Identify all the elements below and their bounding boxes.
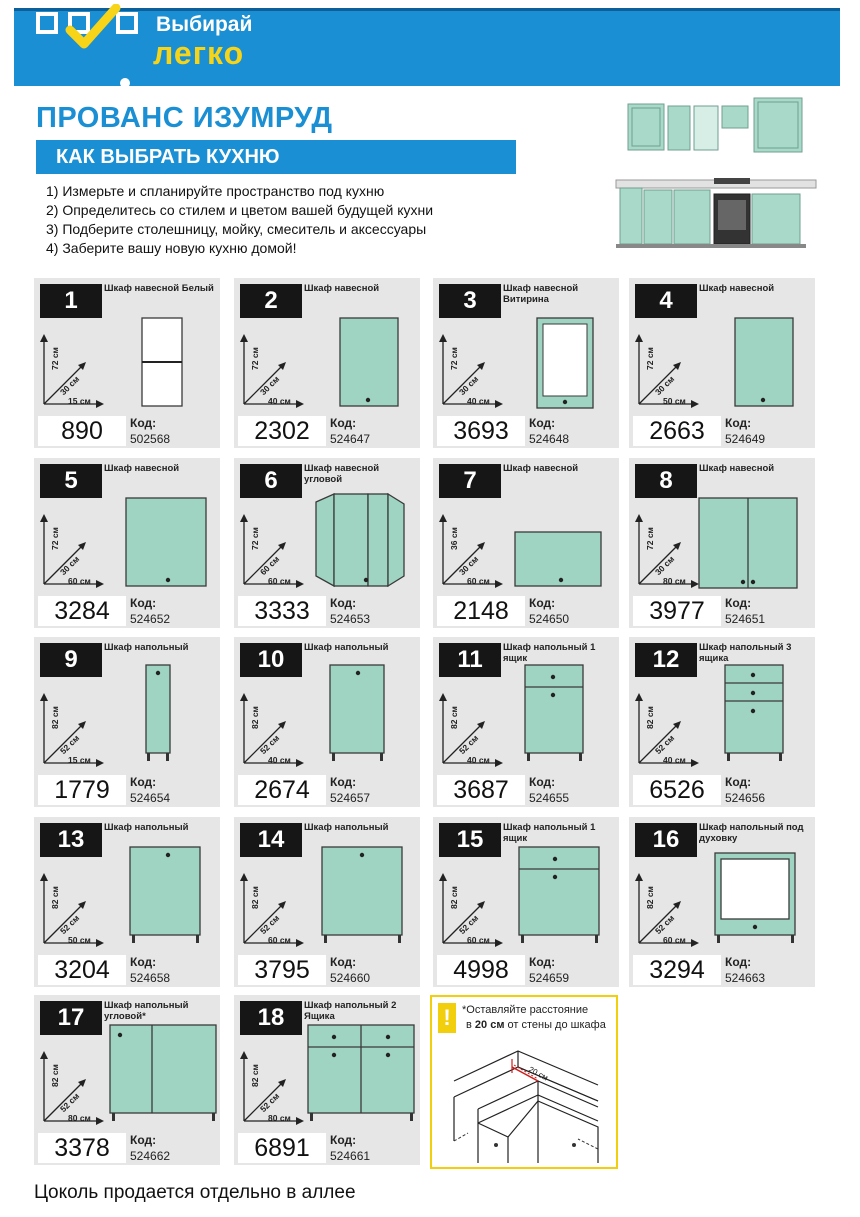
cabinet-card (433, 637, 619, 807)
cabinet-drawing (234, 817, 420, 957)
cabinet-code: 524654 (130, 791, 171, 805)
warning-icon: ! (438, 1003, 456, 1033)
page-subtitle: КАК ВЫБРАТЬ КУХНЮ (56, 146, 280, 168)
cabinet-number: 18 (240, 1001, 302, 1035)
width-label: 40 см (268, 396, 291, 406)
cabinet-drawing (234, 458, 420, 598)
cabinet-number: 4 (635, 284, 697, 318)
cabinet-number: 17 (40, 1001, 102, 1035)
height-label: 82 см (250, 1064, 260, 1087)
width-label: 15 см (68, 396, 91, 406)
cabinet-number: 11 (439, 643, 501, 677)
code-label: Код: (725, 955, 752, 969)
depth-label: 52 см (258, 732, 282, 757)
depth-label: 52 см (58, 1090, 82, 1115)
page-title: ПРОВАНС ИЗУМРУД (36, 102, 333, 134)
notice-text-line1: *Оставляйте расстояние (462, 1004, 589, 1016)
cabinet-price: 3333 (238, 596, 326, 626)
depth-label: 30 см (457, 553, 481, 578)
banner-top-line (14, 8, 840, 11)
height-label: 82 см (645, 706, 655, 729)
cabinet-card (34, 995, 220, 1165)
cabinet-code: 524661 (330, 1149, 371, 1163)
cabinet-code: 524652 (130, 612, 171, 626)
height-label: 82 см (50, 1064, 60, 1087)
cabinet-price: 3294 (633, 955, 721, 985)
width-label: 60 см (467, 935, 490, 945)
cabinet-number: 5 (40, 464, 102, 498)
code-label: Код: (529, 596, 556, 610)
footer-note: Цоколь продается отдельно в аллее (34, 1182, 356, 1203)
cabinet-number: 6 (240, 464, 302, 498)
width-label: 80 см (68, 1113, 91, 1123)
cabinet-price: 3795 (238, 955, 326, 985)
depth-label: 52 см (258, 1090, 282, 1115)
cabinet-drawing (234, 278, 420, 418)
height-label: 82 см (449, 886, 459, 909)
cabinet-code: 502568 (130, 432, 171, 446)
depth-label: 52 см (58, 732, 82, 757)
cabinet-number: 7 (439, 464, 501, 498)
width-label: 40 см (268, 755, 291, 765)
depth-label: 30 см (653, 553, 677, 578)
height-label: 82 см (250, 886, 260, 909)
cabinet-card (433, 278, 619, 448)
cabinet-drawing (433, 817, 619, 957)
cabinet-price: 3693 (437, 416, 525, 446)
cabinet-card (433, 458, 619, 628)
step-item: 1) Измерьте и спланируйте пространство под кухню (46, 183, 385, 199)
cabinet-name: Шкаф навесной (699, 283, 775, 294)
cabinet-card (629, 637, 815, 807)
width-label: 40 см (663, 755, 686, 765)
cabinet-code: 524658 (130, 971, 171, 985)
cabinet-price: 3284 (38, 596, 126, 626)
code-label: Код: (725, 775, 752, 789)
notice-dimension-label: 20 см (527, 1064, 550, 1083)
code-label: Код: (130, 1133, 157, 1147)
cabinet-card (433, 817, 619, 987)
cabinet-card (629, 458, 815, 628)
kitchen-illustration (614, 94, 828, 264)
height-label: 36 см (449, 527, 459, 550)
cabinet-number: 14 (240, 823, 302, 857)
code-label: Код: (330, 596, 357, 610)
cabinet-name: Шкаф напольный (104, 642, 189, 653)
width-label: 80 см (268, 1113, 291, 1123)
code-label: Код: (130, 775, 157, 789)
depth-label: 52 см (653, 732, 677, 757)
code-label: Код: (330, 955, 357, 969)
width-label: 60 см (68, 576, 91, 586)
width-label: 15 см (68, 755, 91, 765)
cabinet-code: 524656 (725, 791, 766, 805)
cabinet-code: 524655 (529, 791, 570, 805)
cabinet-name: Шкаф навесной (699, 463, 775, 474)
cabinet-drawing (629, 278, 815, 418)
depth-label: 30 см (653, 373, 677, 398)
cabinet-card (34, 458, 220, 628)
cabinet-number: 10 (240, 643, 302, 677)
cabinet-code: 524651 (725, 612, 766, 626)
cabinet-card (234, 817, 420, 987)
code-label: Код: (529, 775, 556, 789)
cabinet-price: 2148 (437, 596, 525, 626)
cabinet-code: 524647 (330, 432, 371, 446)
height-label: 82 см (50, 706, 60, 729)
cabinet-drawing (433, 637, 619, 777)
depth-label: 52 см (457, 732, 481, 757)
width-label: 60 см (268, 576, 291, 586)
cabinet-drawing (34, 995, 220, 1135)
cabinet-name: Шкаф напольный (304, 822, 389, 833)
code-label: Код: (330, 775, 357, 789)
depth-label: 52 см (457, 912, 481, 937)
step-item: 3) Подберите столешницу, мойку, смеситель и аксессуары (46, 221, 427, 237)
depth-label: 52 см (58, 912, 82, 937)
cabinet-number: 16 (635, 823, 697, 857)
width-label: 60 см (268, 935, 291, 945)
logo-text-line1: Выбирай (156, 13, 253, 36)
width-label: 60 см (663, 935, 686, 945)
cabinet-card (629, 817, 815, 987)
cabinet-drawing (34, 278, 220, 418)
width-label: 50 см (663, 396, 686, 406)
width-label: 80 см (663, 576, 686, 586)
logo-square-icon (36, 12, 58, 34)
step-item: 2) Определитесь со стилем и цветом вашей будущей кухни (46, 202, 434, 218)
step-item: 4) Заберите вашу новую кухню домой! (46, 240, 297, 256)
height-label: 72 см (645, 527, 655, 550)
steps-list (46, 182, 433, 258)
notice-text-line2: в 20 см от стены до шкафа (466, 1019, 606, 1031)
logo-dot (120, 78, 130, 88)
notice-box (430, 995, 618, 1169)
logo-text-line2: легко (153, 35, 245, 71)
depth-label: 30 см (457, 373, 481, 398)
cabinet-price: 3687 (437, 775, 525, 805)
code-label: Код: (725, 596, 752, 610)
cabinet-number: 15 (439, 823, 501, 857)
cabinet-price: 3204 (38, 955, 126, 985)
cabinet-number: 12 (635, 643, 697, 677)
cabinet-card (34, 817, 220, 987)
cabinet-code: 524659 (529, 971, 570, 985)
cabinet-number: 1 (40, 284, 102, 318)
cabinet-name: Шкаф навесной угловой (304, 463, 380, 485)
code-label: Код: (130, 416, 157, 430)
cabinet-price: 6526 (633, 775, 721, 805)
height-label: 72 см (449, 347, 459, 370)
height-label: 72 см (50, 527, 60, 550)
cabinet-drawing (234, 995, 420, 1135)
height-label: 72 см (250, 527, 260, 550)
logo-checkmark-icon (62, 4, 122, 54)
cabinet-drawing (629, 817, 815, 957)
cabinet-name: Шкаф навесной (503, 463, 579, 474)
cabinet-number: 2 (240, 284, 302, 318)
cabinet-name: Шкаф напольный (104, 822, 189, 833)
cabinet-price: 3378 (38, 1133, 126, 1163)
corner-spacing-diagram (448, 1041, 604, 1165)
height-label: 82 см (645, 886, 655, 909)
cabinet-drawing (629, 458, 815, 598)
cabinet-name: Шкаф напольный 1 ящик (503, 822, 596, 844)
depth-label: 60 см (258, 553, 282, 578)
cabinet-price: 4998 (437, 955, 525, 985)
height-label: 72 см (645, 347, 655, 370)
cabinet-card (34, 637, 220, 807)
cabinet-card (234, 637, 420, 807)
cabinet-name: Шкаф напольный 2 Ящика (304, 1000, 397, 1022)
height-label: 82 см (449, 706, 459, 729)
width-label: 60 см (467, 576, 490, 586)
cabinet-drawing (629, 637, 815, 777)
code-label: Код: (330, 416, 357, 430)
cabinet-drawing (234, 637, 420, 777)
cabinet-code: 524649 (725, 432, 766, 446)
cabinet-drawing (433, 458, 619, 598)
cabinet-price: 890 (38, 416, 126, 446)
cabinet-card (34, 278, 220, 448)
depth-label: 30 см (58, 553, 82, 578)
code-label: Код: (330, 1133, 357, 1147)
cabinet-code: 524653 (330, 612, 371, 626)
depth-label: 52 см (258, 912, 282, 937)
code-label: Код: (130, 955, 157, 969)
cabinet-price: 1779 (38, 775, 126, 805)
cabinet-price: 6891 (238, 1133, 326, 1163)
cabinet-drawing (433, 278, 619, 418)
cabinet-price: 2663 (633, 416, 721, 446)
width-label: 40 см (467, 755, 490, 765)
cabinet-name: Шкаф навесной (104, 463, 180, 474)
cabinet-number: 8 (635, 464, 697, 498)
cabinet-number: 13 (40, 823, 102, 857)
cabinet-name: Шкаф напольный угловой* (104, 1000, 189, 1022)
cabinet-card (234, 458, 420, 628)
depth-label: 30 см (58, 373, 82, 398)
cabinet-name: Шкаф напольный 1 ящик (503, 642, 596, 664)
cabinet-name: Шкаф навесной Витирина (503, 283, 579, 305)
cabinet-code: 524663 (725, 971, 766, 985)
cabinet-price: 2674 (238, 775, 326, 805)
height-label: 72 см (50, 347, 60, 370)
cabinet-price: 2302 (238, 416, 326, 446)
cabinet-drawing (34, 458, 220, 598)
cabinet-name: Шкаф напольный (304, 642, 389, 653)
code-label: Код: (529, 416, 556, 430)
code-label: Код: (725, 416, 752, 430)
height-label: 82 см (50, 886, 60, 909)
cabinet-code: 524657 (330, 791, 371, 805)
cabinet-code: 524650 (529, 612, 570, 626)
cabinet-number: 9 (40, 643, 102, 677)
cabinet-code: 524660 (330, 971, 371, 985)
cabinet-drawing (34, 637, 220, 777)
cabinet-card (629, 278, 815, 448)
depth-label: 52 см (653, 912, 677, 937)
cabinet-name: Шкаф напольный под духовку (699, 822, 804, 844)
height-label: 82 см (250, 706, 260, 729)
cabinet-name: Шкаф навесной Белый (104, 283, 214, 294)
cabinet-card (234, 995, 420, 1165)
cabinet-code: 524648 (529, 432, 570, 446)
cabinet-name: Шкаф навесной (304, 283, 380, 294)
code-label: Код: (529, 955, 556, 969)
width-label: 40 см (467, 396, 490, 406)
cabinet-name: Шкаф напольный 3 ящика (699, 642, 792, 664)
cabinet-number: 3 (439, 284, 501, 318)
cabinet-code: 524662 (130, 1149, 171, 1163)
cabinet-card (234, 278, 420, 448)
height-label: 72 см (250, 347, 260, 370)
cabinet-price: 3977 (633, 596, 721, 626)
width-label: 50 см (68, 935, 91, 945)
depth-label: 30 см (258, 373, 282, 398)
code-label: Код: (130, 596, 157, 610)
cabinet-drawing (34, 817, 220, 957)
